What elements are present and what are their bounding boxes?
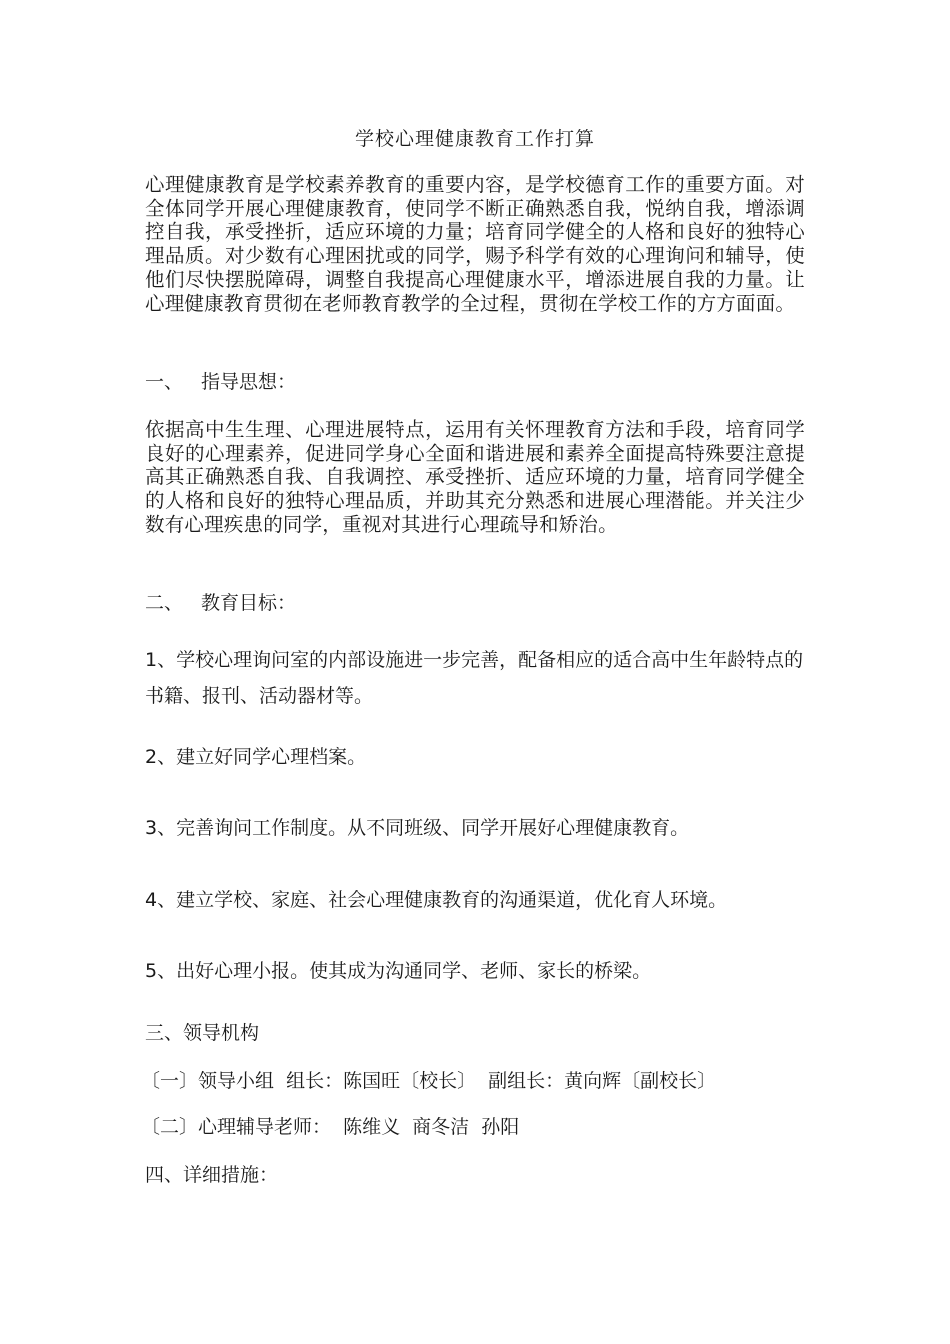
goal-item-4: 4、建立学校、家庭、社会心理健康教育的沟通渠道，优化育人环境。: [145, 889, 728, 911]
counselor-teachers-line: 〔二〕心理辅导老师： 陈维义 商冬洁 孙阳: [141, 1116, 520, 1138]
section-heading-education-goals: [145, 590, 296, 616]
section-heading-leadership: 三、领导机构: [145, 1022, 260, 1044]
intro-paragraph: 心理健康教育是学校素养教育的重要内容，是学校德育工作的重要方面。对全体同学开展心理健康教育，使同学不断正确熟悉自我，悦纳自我，增添调控自我，承受挫折，适应环境的力量；培育同学健全的人格和良好的独特心理品质。对少数有心理困扰或的同学，赐予科学有效的心理询问和辅导，使他们尽快摆脱障碍，调整自我提高心理健康水平，增添进展自我的力量。让心理健康教育贯彻在老师教育教学的全过程，贯彻在学校工作的方方面面。: [145, 173, 805, 315]
section-number: 二、: [145, 592, 184, 614]
goal-item-1: 1、学校心理询问室的内部设施进一步完善，配备相应的适合高中生年龄特点的书籍、报刊、活动器材等。: [145, 649, 804, 707]
goal-item-5: 5、出好心理小报。使其成为沟通同学、老师、家长的桥梁。: [145, 960, 652, 982]
goal-item-2: 2、建立好同学心理档案。: [145, 746, 367, 768]
section-number: 一、: [145, 371, 184, 393]
section-label: 教育目标：: [201, 592, 297, 614]
section-heading-measures: 四、详细措施：: [145, 1164, 279, 1186]
leadership-group-line: 〔一〕领导小组 组长：陈国旺〔校长〕 副组长：黄向辉〔副校长〕: [141, 1070, 717, 1092]
section-heading-guiding-thought: [145, 369, 296, 395]
section-label: 指导思想：: [201, 371, 297, 393]
guiding-thought-paragraph: 依据高中生生理、心理进展特点，运用有关怀理教育方法和手段，培育同学良好的心理素养，促进同学身心全面和谐进展和素养全面提高特殊要注意提高其正确熟悉自我、自我调控、承受挫折、适应环境的力量，培育同学健全的人格和良好的独特心理品质，并助其充分熟悉和进展心理潜能。并关注少数有心理疾患的同学，重视对其进行心理疏导和矫治。: [145, 418, 805, 536]
goal-item-3: 3、完善询问工作制度。从不同班级、同学开展好心理健康教育。: [145, 817, 690, 839]
document-title: 学校心理健康教育工作打算: [354, 128, 595, 150]
